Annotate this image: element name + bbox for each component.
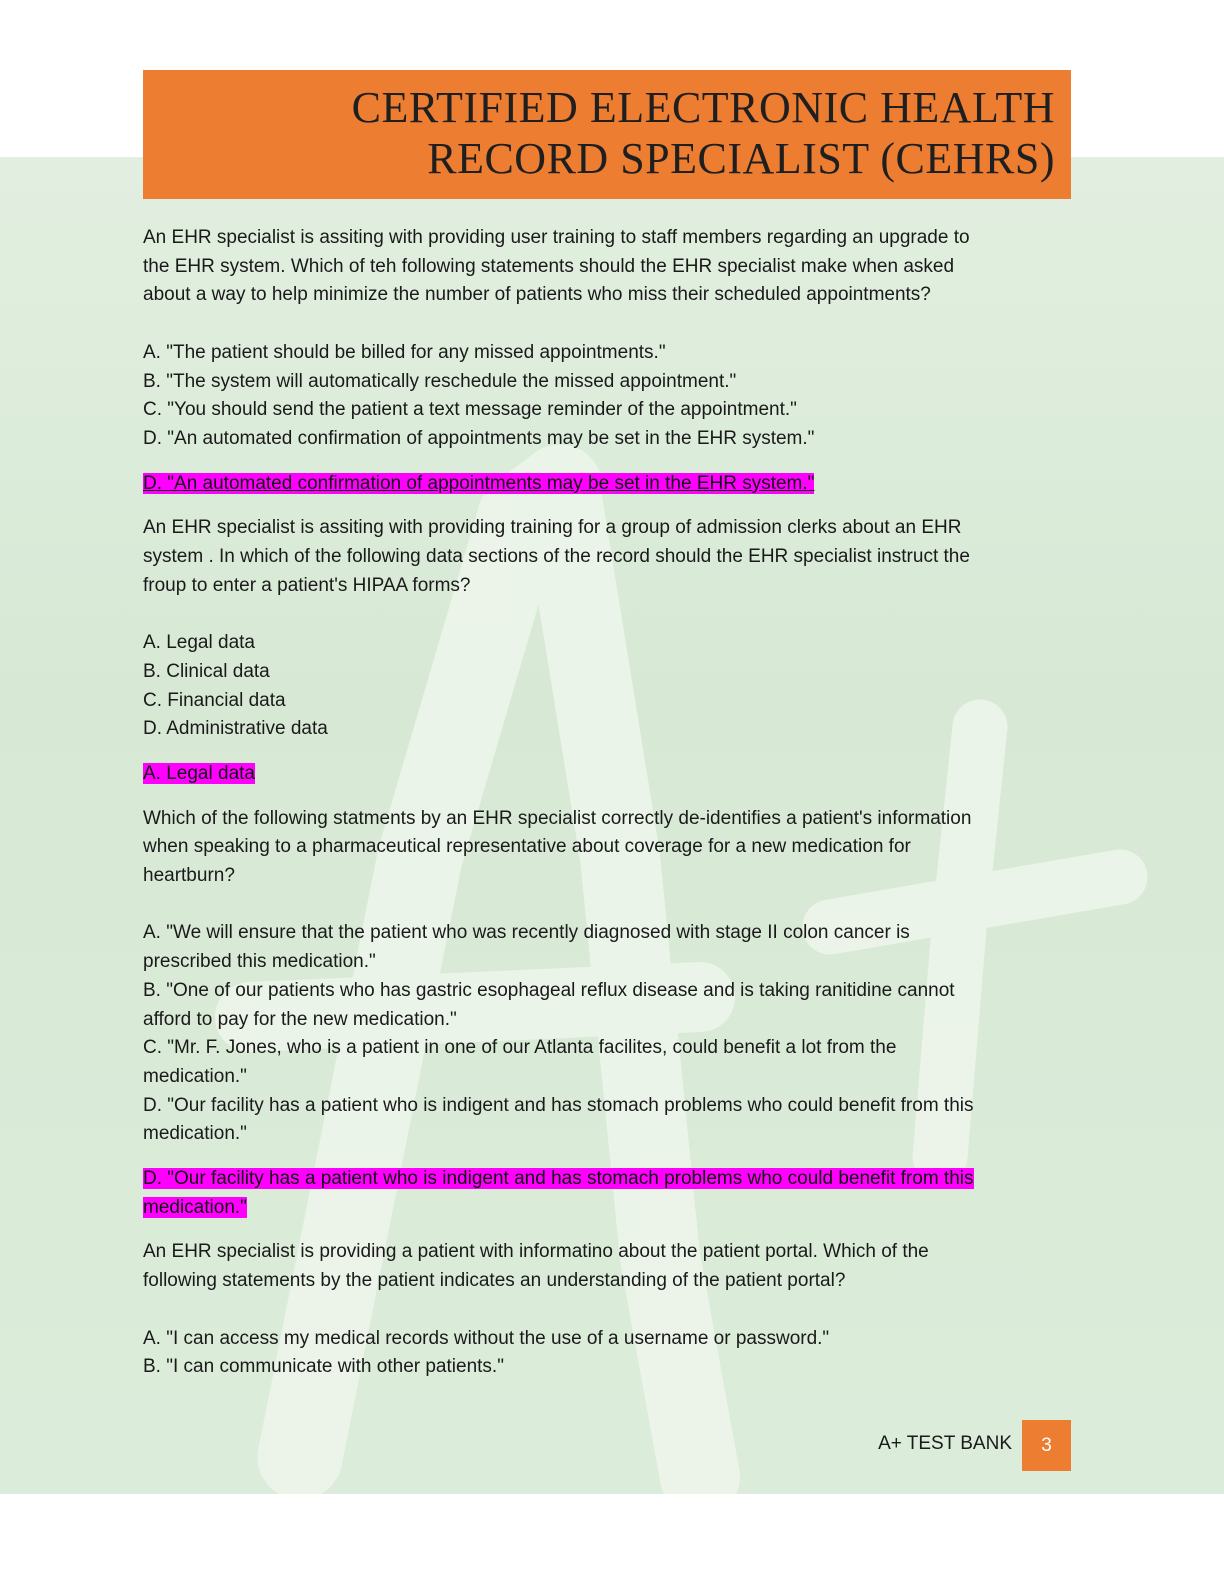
option-d [143, 1092, 1063, 1149]
stem-line: when speaking to a pharmaceutical representative about coverage for a new medication for [143, 836, 911, 858]
title-line-1: CERTIFIED ELECTRONIC HEALTH [351, 83, 1055, 132]
option-b [143, 977, 1063, 1034]
option-d: D. Administrative data [143, 718, 328, 740]
page-number: 3 [1022, 1420, 1071, 1471]
answer-text: D. "An automated confirmation of appointments may be set in the EHR system." [143, 472, 815, 494]
stem-line: An EHR specialist is assiting with providing user training to staff members regarding an upgrade to [143, 227, 970, 248]
question-1 [143, 224, 1063, 498]
answer-highlight [143, 1165, 1063, 1222]
answer-text: medication." [143, 1196, 247, 1218]
question-stem [143, 224, 1063, 310]
answer-text: A. Legal data [143, 762, 255, 784]
option-line: medication." [143, 1065, 247, 1087]
option-b: B. "I can communicate with other patients." [143, 1356, 504, 1378]
option-b: B. "The system will automatically reschedule the missed appointment." [143, 370, 737, 392]
option-line: D. "Our facility has a patient who is indigent and has stomach problems who could benefit from this [143, 1094, 974, 1116]
option-b: B. Clinical data [143, 660, 270, 682]
stem-line: Which of the following statments by an EHR specialist correctly de-identifies a patient's information [143, 807, 972, 829]
question-3 [143, 805, 1063, 1223]
option-line: B. "One of our patients who has gastric esophageal reflux disease and is taking ranitidine cannot [143, 979, 955, 1001]
stem-line: about a way to help minimize the number of patients who miss their scheduled appointments? [143, 284, 931, 306]
stem-line: the EHR system. Which of teh following statements should the EHR specialist make when asked [143, 255, 955, 277]
answer-highlight [143, 470, 1063, 499]
question-2 [143, 514, 1063, 788]
option-line: afford to pay for the new medication." [143, 1008, 457, 1030]
question-list [143, 224, 1063, 1382]
option-a [143, 919, 1063, 976]
option-line: prescribed this medication." [143, 951, 376, 973]
stem-line: heartburn? [143, 865, 235, 887]
option-d: D. "An automated confirmation of appointments may be set in the EHR system." [143, 427, 815, 449]
question-stem [143, 1238, 1063, 1295]
option-a: A. "I can access my medical records without the use of a username or password." [143, 1327, 830, 1349]
answer-text: D. "Our facility has a patient who is indigent and has stomach problems who could benefit from this [143, 1168, 974, 1190]
title-line-2: RECORD SPECIALIST (CEHRS) [427, 134, 1055, 183]
question-stem [143, 514, 1063, 600]
question-4 [143, 1238, 1063, 1382]
stem-line: froup to enter a patient's HIPAA forms? [143, 574, 471, 596]
question-stem [143, 805, 1063, 891]
option-a: A. Legal data [143, 632, 255, 654]
answer-highlight [143, 760, 1063, 789]
stem-line: system . In which of the following data sections of the record should the EHR specialist instruct the [143, 546, 970, 568]
option-c: C. "You should send the patient a text message reminder of the appointment." [143, 399, 797, 421]
option-line: A. "We will ensure that the patient who was recently diagnosed with stage II colon cancer is [143, 922, 910, 944]
option-a: A. "The patient should be billed for any missed appointments." [143, 341, 666, 363]
footer-label: A+ TEST BANK [878, 1433, 1012, 1454]
stem-line: An EHR specialist is assiting with providing training for a group of admission clerks about an EHR [143, 517, 962, 539]
option-c: C. Financial data [143, 689, 286, 711]
option-c [143, 1034, 1063, 1091]
stem-line: following statements by the patient indicates an understanding of the patient portal? [143, 1270, 846, 1292]
option-line: C. "Mr. F. Jones, who is a patient in one of our Atlanta facilites, could benefit a lot from the [143, 1037, 897, 1059]
document-title [143, 82, 1055, 184]
stem-line: An EHR specialist is providing a patient with informatino about the patient portal. Which of the [143, 1241, 929, 1263]
title-banner [143, 70, 1071, 199]
option-line: medication." [143, 1123, 247, 1145]
